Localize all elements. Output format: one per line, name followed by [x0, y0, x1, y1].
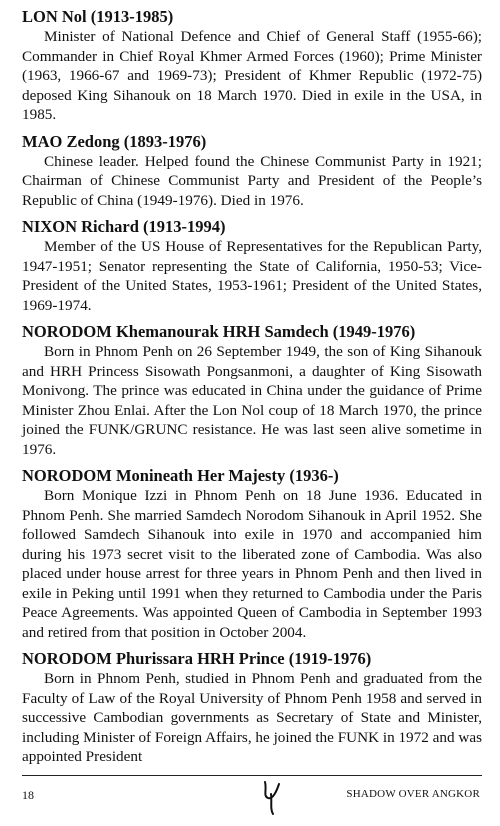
entry-heading: MAO Zedong (1893-1976) — [22, 131, 207, 151]
page-footer — [22, 786, 482, 808]
entry-heading: NIXON Richard (1913-1994) — [22, 217, 226, 236]
entry-norodom-phurissara — [22, 648, 482, 767]
entry-heading: NORODOM Phurissara HRH Prince (1919-1976) — [22, 649, 372, 668]
entry-nixon-richard — [22, 216, 482, 315]
entry-mao-zedong — [22, 131, 482, 211]
entry-text: Chinese leader. Helped found the Chinese Communist Party in 1921; Chairman of Chinese Communist Party and President of the People’s Republic of China (1949-1976). Died in 1976. — [22, 152, 482, 209]
entry-text: Minister of National Defence and Chief of General Staff (1955-66); Commander in Chief Royal Khmer Armed Forces (1960); Prime Minister (1963, 1966-67 and 1969-73); President of Khmer Republic (1972-75) deposed King Sihanouk on 18 March 1970. Died in exile in the USA, in 1985. — [22, 28, 482, 123]
entry-heading: NORODOM Khemanourak HRH Samdech (1949-1976) — [22, 322, 416, 341]
entry-norodom-khemanourak — [22, 321, 482, 459]
entry-text: Born in Phnom Penh on 26 September 1949, the son of King Sihanouk and HRH Princess Sisowath Pongsanmoni, a daughter of King Sisowath Monivong. The prince was educated in China under the guidance of Prime Minister Zhou Enlai. After the Lon Nol coup of 18 March 1970, the prince joined the FUNK/GRUNC resistance. He was last seen alive sometime in 1976. — [22, 343, 482, 458]
footer-rule — [22, 775, 482, 776]
ink-mark-icon — [259, 776, 285, 816]
entry-norodom-monineath — [22, 465, 482, 642]
entry-heading: NORODOM Monineath Her Majesty (1936-) — [22, 466, 339, 485]
entry-lon-nol — [22, 6, 482, 125]
running-head: SHADOW OVER ANGKOR — [346, 788, 480, 800]
entry-text: Born Monique Izzi in Phnom Penh on 18 June 1936. Educated in Phnom Penh. She married Samdech Norodom Sihanouk in April 1952. She followed Samdech Sihanouk into exile in 1970 and accompanied him during his 1973 secret visit to the liberated zone of Cambodia. Was also placed under house arrest for three years in Phnom Penh and then lived in exile in Peking until 1991 when they returned to Cambodia under the Paris Peace Agreements. Was appointed Queen of Cambodia in September 1993 and retired from that position in October 2004. — [22, 487, 482, 641]
entry-text: Born in Phnom Penh, studied in Phnom Penh and graduated from the Faculty of Law of the Royal University of Phnom Penh 1958 and served in successive Cambodian governments as Secretary of State and Minister, including Minister of Foreign Affairs, he joined the FUNK in 1972 and was appointed President — [22, 670, 482, 765]
entry-heading: LON Nol (1913-1985) — [22, 7, 174, 26]
entry-text: Member of the US House of Representatives for the Republican Party, 1947-1951; Senator representing the State of California, 1950-53; Vice-President of the United States, 1953-1961; President of the United States, 1969-1974. — [22, 238, 482, 314]
document-page — [22, 6, 482, 773]
page-number: 18 — [22, 788, 34, 802]
